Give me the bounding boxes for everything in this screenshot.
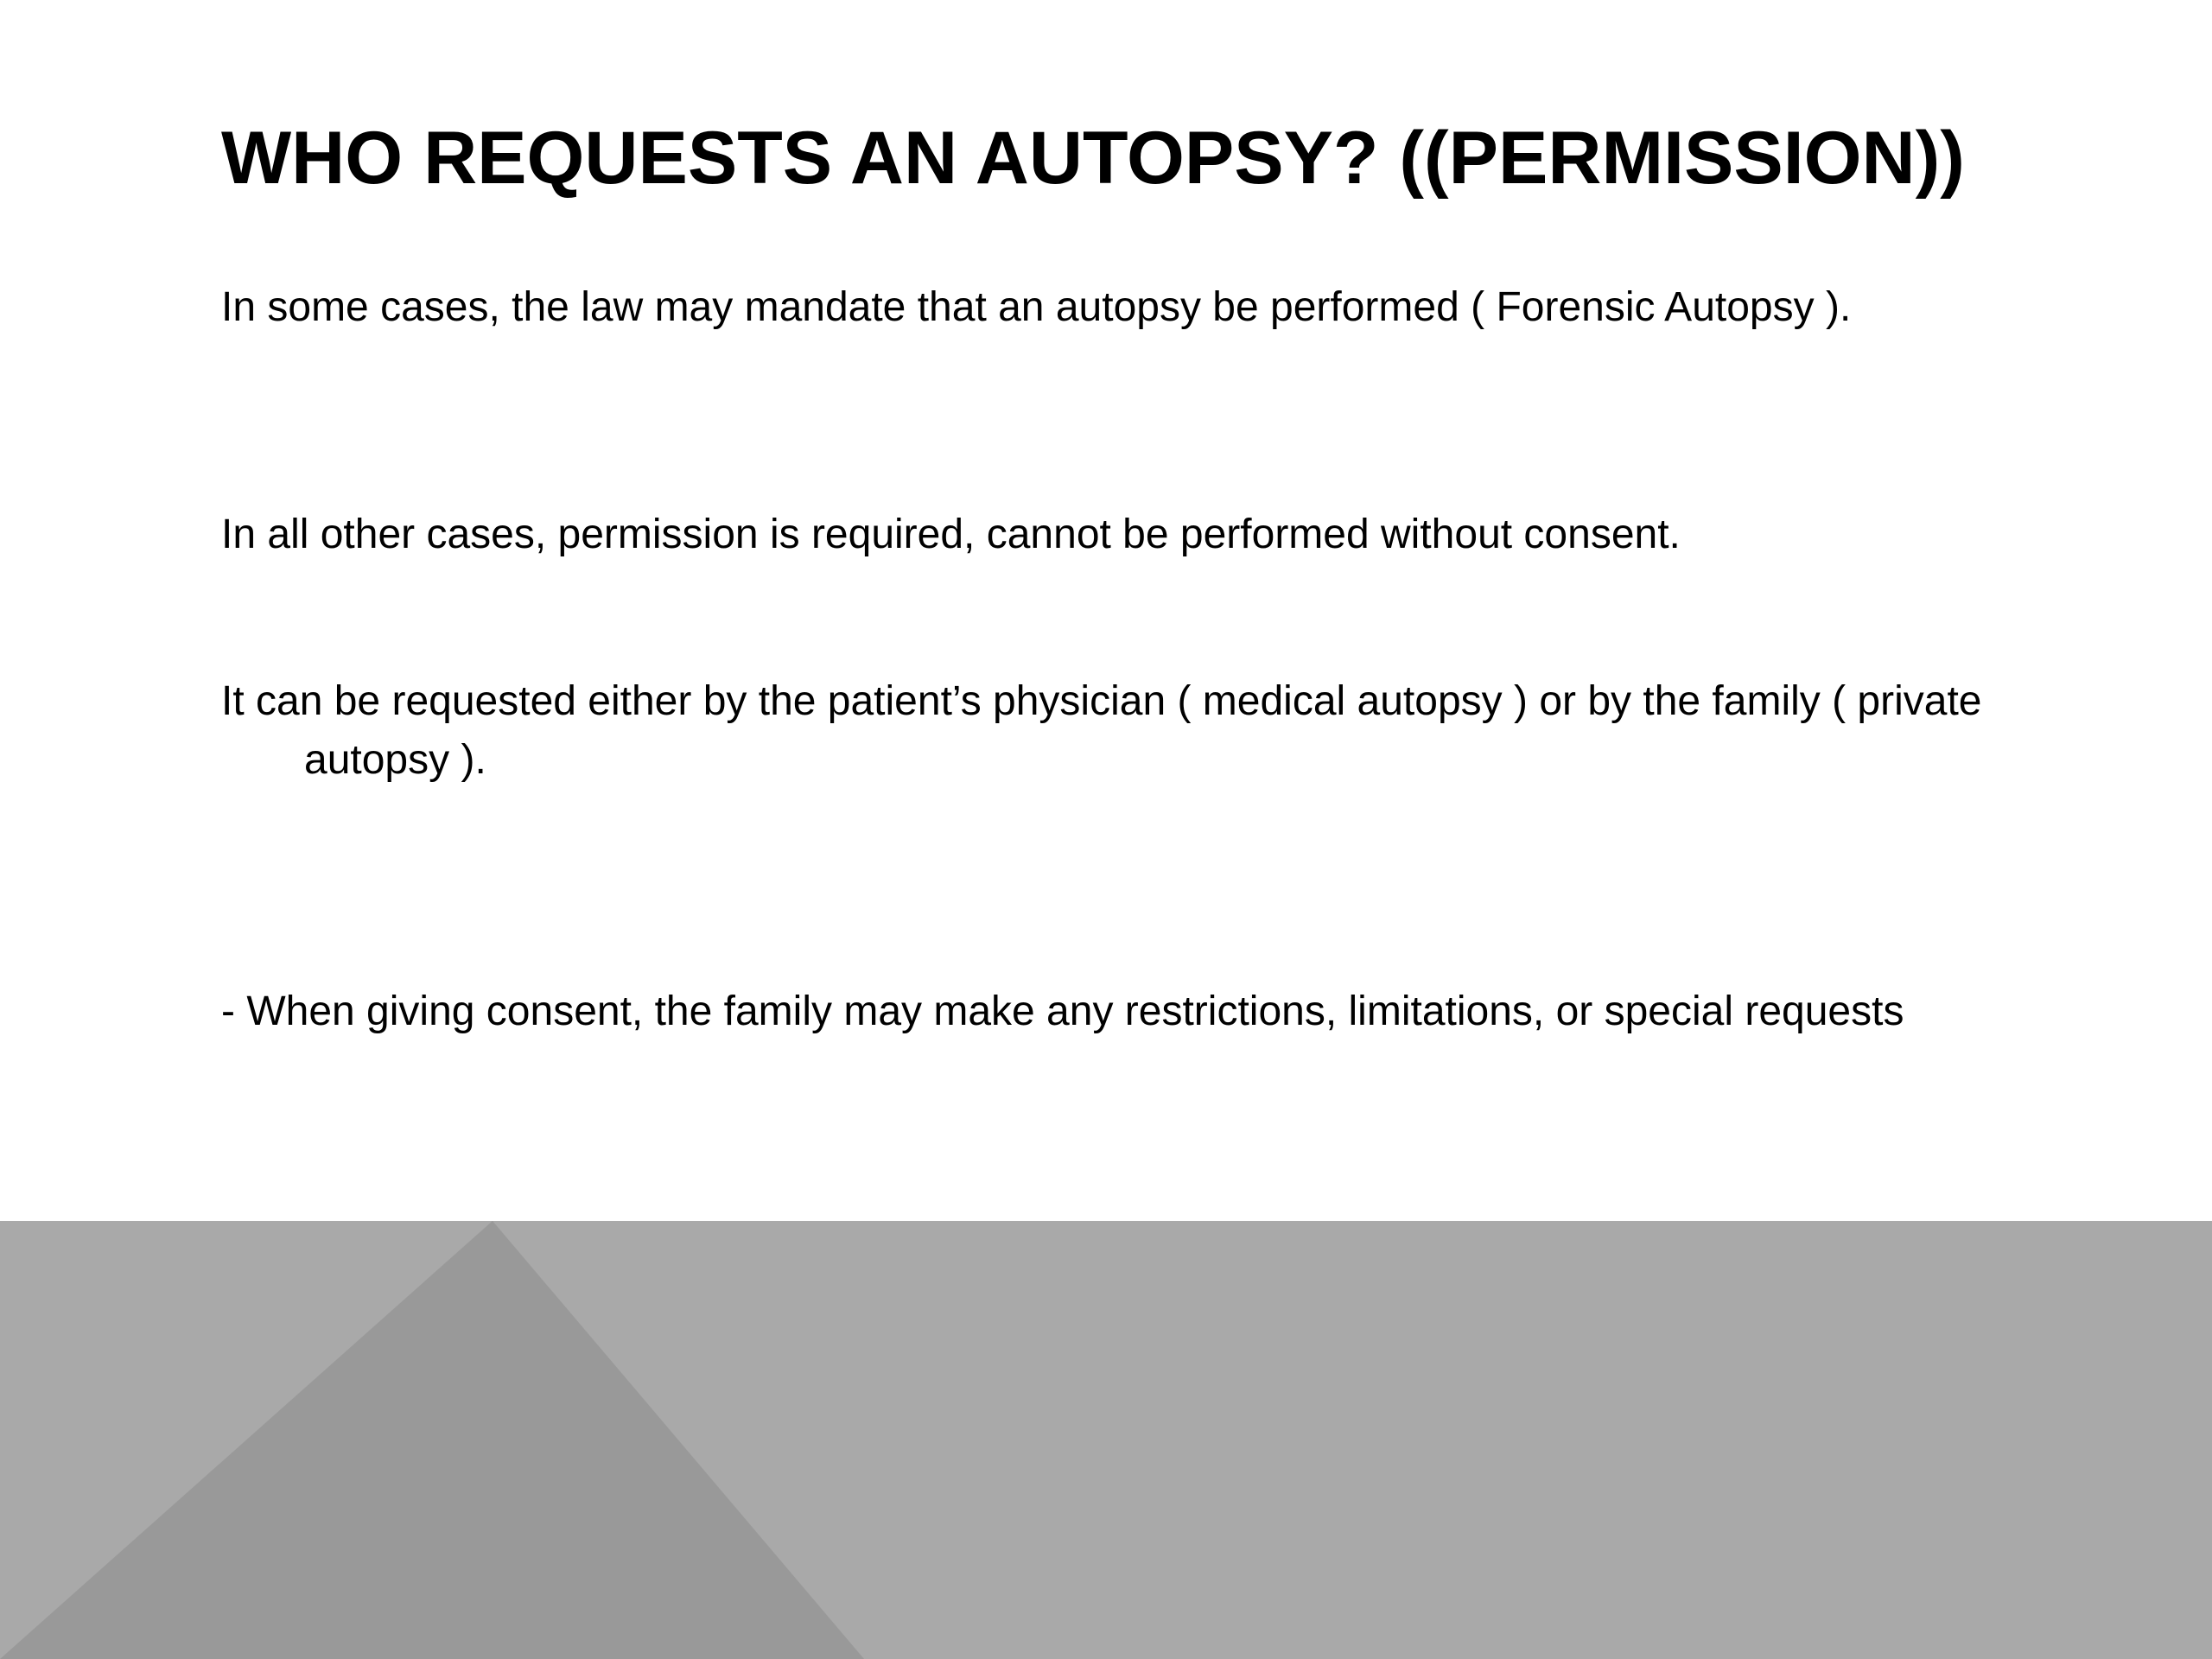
footer-triangle-graphic [0,1221,2212,1659]
slide-title: WHO REQUESTS AN AUTOPSY? ((PERMISSION)) [221,117,1965,200]
paragraph-permission: In all other cases, permission is required, cannot be performed without consent. [221,512,1681,557]
paragraph-forensic: In some cases, the law may mandate that an autopsy be performed ( Forensic Autopsy ). [221,284,1852,330]
paragraph-consent: - When giving consent, the family may make any restrictions, limitations, or special requests [221,988,1904,1034]
paragraph-requester: It can be requested either by the patient’s physician ( medical autopsy ) or by the family ( private autopsy ). [221,678,1982,783]
decorative-footer-band [0,1221,2212,1659]
